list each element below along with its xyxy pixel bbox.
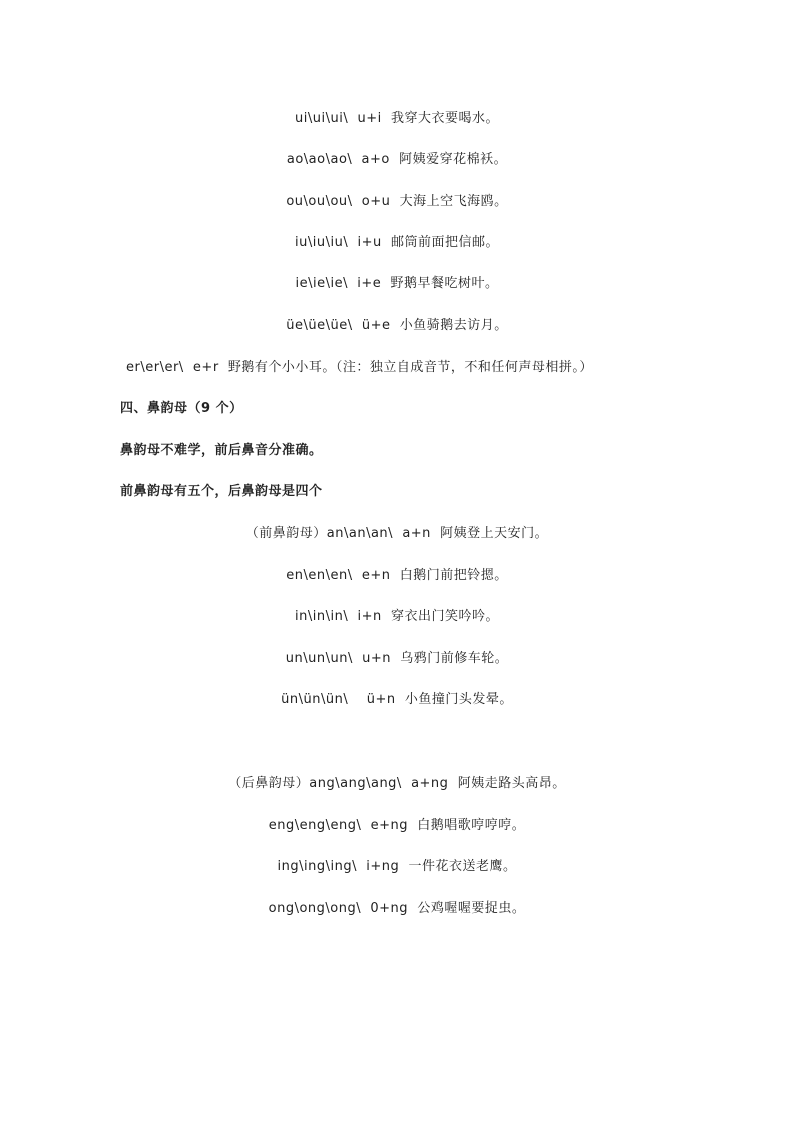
front-nasal-vn: ün\ün\ün\ ü+n 小鱼撞门头发晕。 — [281, 692, 513, 707]
back-nasal-eng: eng\eng\eng\ e+ng 白鹅唱歌哼哼哼。 — [268, 818, 526, 833]
section-heading: 四、鼻韵母（9 个） — [120, 401, 243, 416]
final-line-er: er\er\er\ e+r 野鹅有个小小耳。（注：独立自成音节，不和任何声母相拼。） — [126, 360, 593, 375]
back-nasal-ong: ong\ong\ong\ 0+ng 公鸡喔喔要捉虫。 — [268, 901, 526, 916]
front-nasal-un: un\un\un\ u+n 乌鸦门前修车轮。 — [285, 651, 509, 666]
final-line-ie: ie\ie\ie\ i+e 野鹅早餐吃树叶。 — [295, 276, 499, 291]
front-nasal-an: （前鼻韵母）an\an\an\ a+n 阿姨登上天安门。 — [245, 526, 549, 541]
final-line-ou: ou\ou\ou\ o+u 大海上空飞海鸥。 — [286, 194, 508, 209]
final-line-ui: ui\ui\ui\ u+i 我穿大衣要喝水。 — [295, 111, 499, 126]
final-line-iu: iu\iu\iu\ i+u 邮筒前面把信邮。 — [295, 235, 499, 250]
intro-line-2: 前鼻韵母有五个，后鼻韵母是四个 — [120, 484, 323, 499]
front-nasal-en: en\en\en\ e+n 白鹅门前把铃摁。 — [286, 568, 508, 583]
front-nasal-in: in\in\in\ i+n 穿衣出门笑吟吟。 — [295, 609, 499, 624]
intro-line-1: 鼻韵母不难学，前后鼻音分准确。 — [120, 443, 323, 458]
back-nasal-ing: ing\ing\ing\ i+ng 一件花衣送老鹰。 — [277, 859, 517, 874]
back-nasal-ang: （后鼻韵母）ang\ang\ang\ a+ng 阿姨走路头高昂。 — [228, 776, 566, 791]
final-line-ue: üe\üe\üe\ ü+e 小鱼骑鹅去访月。 — [286, 318, 508, 333]
final-line-ao: ao\ao\ao\ a+o 阿姨爱穿花棉袄。 — [286, 152, 508, 167]
